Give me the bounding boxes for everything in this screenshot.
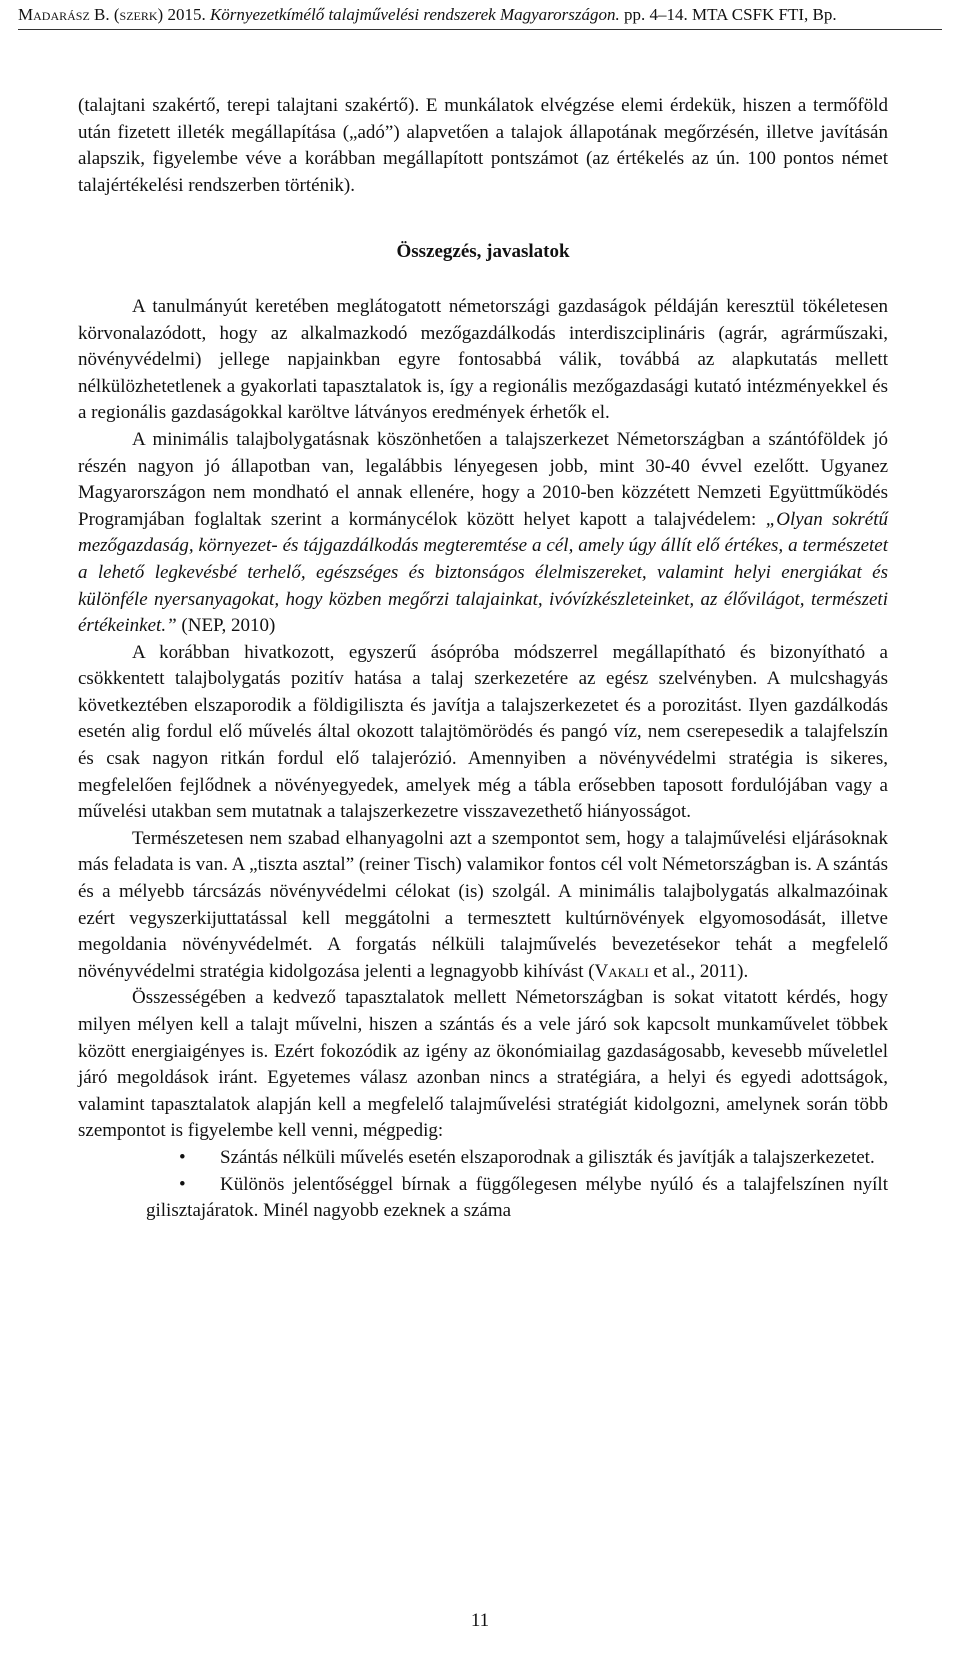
paragraph-weed-control-text: Természetesen nem szabad elhanyagolni azt a szempontot sem, hogy a talajművelési eljárásoknak más feladata is van. A „tiszta asztal” (reiner Tisch) valamikor fontos cél volt Németországban is. A szántás és a mélyebb tárcsázás növényvédelmi célokat (is) szolgál. A minimális talajbolygatás alkalmazóinak ezért vegyszerkijuttatással kell meggátolni a termesztett kultúrnövények elgyomosodását, illetve megoldania növényvédelmét. A forgatás nélküli talajművelés bevezetésekor tehát a megfelelő növényvédelmi stratégia kidolgozása jelenti a legnagyobb kihívást ( bbox=[78, 827, 888, 982]
paragraph-spade-test: A korábban hivatkozott, egyszerű ásópróba módszerrel megállapítható és bizonyítható a csökkentett talajbolygatás pozitív hatása a talaj szerkezetére az egész szelvényben. A mulcshagyás következtében elszaporodik a földigiliszta és javítja a talajszerkezetet és a porozitást. Ilyen gazdálkodás esetén alig fordul elő művelés által okozott talajtömörödés és pangó víz, nem cserepesedik a talajfelszín és csak nagyon ritkán fordul elő talajerózió. Amennyiben a növényvédelmi stratégia is sikeres, megfelelően fejlődnek a növényegyedek, amelyek még a tábla erősebben taposott fordulójában vagy a művelési utakban sem mutatnak a talajszerkezetre visszavezethető hiányosságot. bbox=[78, 641, 888, 823]
list-item bbox=[78, 1145, 888, 1172]
section-heading: Összegzés, javaslatok bbox=[396, 241, 570, 263]
body-text bbox=[78, 93, 888, 1225]
citation-author: Vakali bbox=[594, 960, 649, 982]
page-number: 11 bbox=[470, 1610, 490, 1631]
list-item-text: Szántás nélküli művelés esetén elszaporodnak a giliszták és javítják a talajszerkezetet. bbox=[220, 1146, 875, 1168]
paragraph-weed-control bbox=[78, 826, 888, 986]
citation-rest: et al., 2011). bbox=[648, 960, 749, 982]
header-details: pp. 4–14. MTA CSFK FTI, Bp. bbox=[624, 5, 837, 24]
paragraph-soil-structure-text: A minimális talajbolygatásnak köszönhetően a talajszerkezet Németországban a szántóföldek jó részén nagyon jó állapotban van, legalábbis lényegesen jobb, mint 30-40 évvel ezelőtt. Ugyanez Magyarországon nem mondható el annak ellenére, hogy a 2010-ben közzétett Nemzeti Együttműködés Programjában foglaltak szerint a kormánycélok között helyet kapott a talajvédelem: bbox=[78, 428, 888, 530]
header-authors: Madarász B. (szerk) 2015. bbox=[18, 5, 206, 24]
list-item bbox=[78, 1172, 888, 1225]
paragraph-summary: A tanulmányút keretében meglátogatott németországi gazdaságok példáján keresztül tökéletesen körvonalazódott, hogy az alkalmazkodó mezőgazdálkodás interdiszciplináris (agrár, agrárműszaki, növényvédelmi) jellege napjainkban egyre fontosabbá válik, továbbá az alapkutatás mellett nélkülözhetetlenek a gyakorlati tapasztalatok is, így a regionális mezőgazdasági kutató intézményekkel és a regionális gazdaságokkal karöltve látványos eredmények érhetők el. bbox=[78, 295, 888, 424]
header-journal: Környezetkímélő talajművelési rendszerek Magyarországon. bbox=[209, 5, 620, 24]
paragraph-intro: (talajtani szakértő, terepi talajtani szakértő). E munkálatok elvégzése elemi érdekük, hiszen a termőföld után fizetett illeték megállapítása („adó”) alapvetően a talajok állapotának megőrzésén, illetve javításán alapszik, figyelembe véve a korábban megállapított pontszámot (az értékelés az ún. 100 pontos német talajértékelési rendszerben történik). bbox=[78, 95, 888, 196]
paragraph-soil-structure bbox=[78, 427, 888, 640]
nep-quote: „Olyan sokrétű mezőgazdaság, környezet- és tájgazdálkodás megteremtése a cél, amely úgy állít elő értékes, a természetet a lehető legkevésbé terhelő, egészséges és biztonságos élelmiszereket, valamint helyi energiákat és különféle nyersanyagokat, hogy közben megőrzi talajainkat, ivóvízkészleteinket, az élővilágot, természeti értékeinket.” bbox=[78, 508, 889, 637]
bullet-marker: • bbox=[179, 1173, 186, 1195]
bullet-list bbox=[78, 1145, 888, 1225]
running-header bbox=[18, 4, 942, 30]
paragraph-conclusion: Összességében a kedvező tapasztalatok mellett Németországban is sokat vitatott kérdés, hogy milyen mélyen kell a talajt művelni, hiszen a szántás és a vele járó sok kapcsolt munkaművelet többek között energiaigényes is. Ezért fokozódik az igény az ökonómiailag gazdaságosabb, kevesebb műveletlel járó megoldások iránt. Egyetemes válasz azonban nincs a stratégiára, a helyi és egyedi adottságok, valamint tapasztalatok alapján kell a megfelelő talajművelési stratégiát kidolgozni, amelynek során több szempontot is figyelembe kell venni, mégpedig: bbox=[78, 987, 888, 1142]
nep-citation: (NEP, 2010) bbox=[176, 615, 276, 637]
list-item-text: Különös jelentőséggel bírnak a függőlegesen mélybe nyúló és a talajfelszínen nyílt gilisztajáratok. Minél nagyobb ezeknek a száma bbox=[146, 1173, 888, 1222]
bullet-marker: • bbox=[179, 1146, 186, 1168]
